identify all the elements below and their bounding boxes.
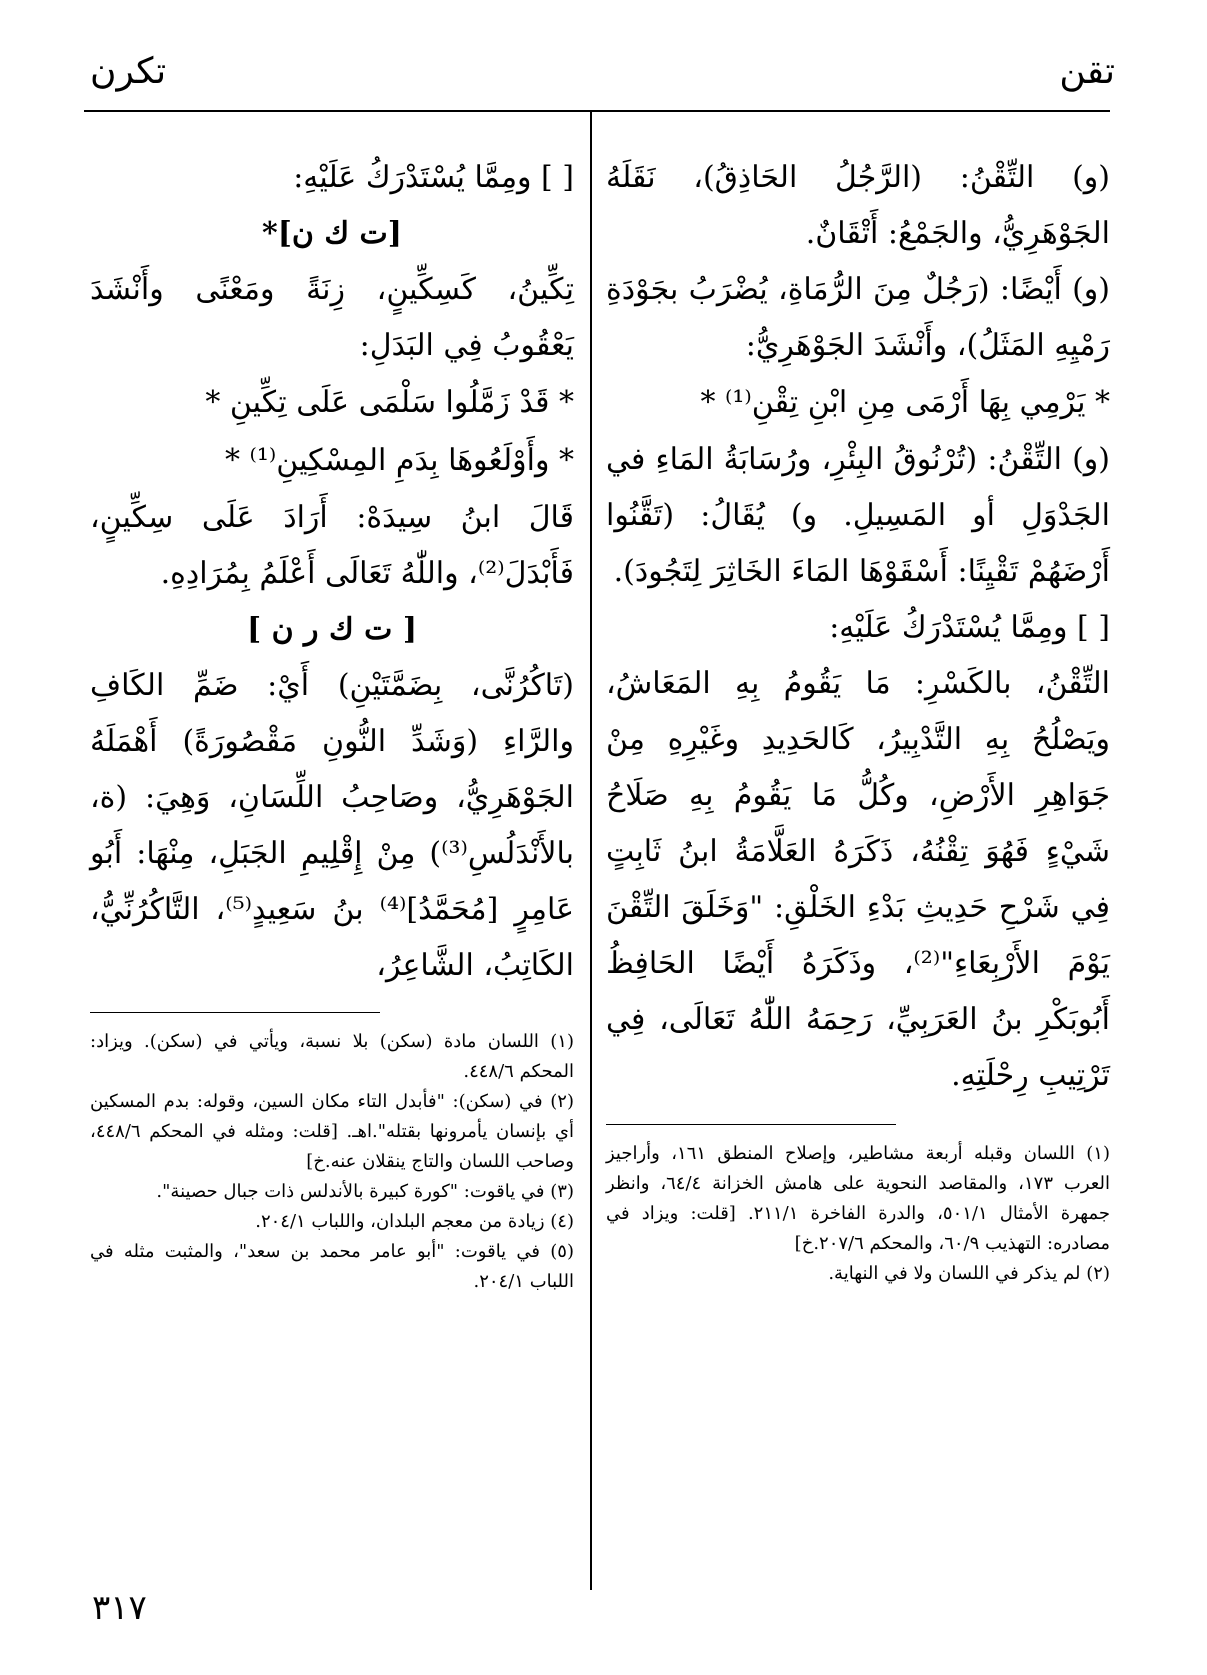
- verse-line: * يَرْمِي بِهَا أَرْمَى مِنِ ابْنِ تِقْنِ⁽¹⁾ *: [700, 385, 1110, 420]
- running-head-left: تكرن: [90, 51, 167, 92]
- left-column: [90, 150, 574, 1297]
- footnote: (٥) في ياقوت: "أبو عامر محمد بن سعد"، والمثبت مثله في اللباب ٢٠٤/١.: [90, 1241, 574, 1292]
- right-column: [606, 150, 1110, 1289]
- page-number: ٣١٧: [92, 1588, 147, 1628]
- entry-paragraph: تِكِّينُ، كَسِكِّينٍ، زِنَةً ومَعْنًى وأَنْشَدَ يَعْقُوبُ فِي البَدَلِ:: [90, 272, 574, 363]
- footnote: (٤) زيادة من معجم البلدان، واللباب ٢٠٤/١.: [255, 1211, 574, 1232]
- verse-line: * قَدْ زَمَّلُوا سَلْمَى عَلَى تِكِّينِ *: [205, 385, 574, 420]
- entry-paragraph: (و) التِّقْنُ: (تُرْنُوقُ البِئْرِ، ورُسَابَةُ المَاءِ في الجَدْوَلِ أو المَسِيلِ. و) يُقَالُ: (تَقَّنُوا أَرْضَهُمْ تَقْيِنًا: أَسْقَوْهَا المَاءَ الخَاثِرَ لِتَجُودَ).: [606, 442, 1110, 589]
- verse-line: * وأَوْلَعُوهَا بِدَمِ المِسْكِينِ⁽¹⁾ *: [224, 443, 574, 478]
- column-divider: [590, 110, 592, 1590]
- footnote: (١) اللسان مادة (سكن) بلا نسبة، ويأتي في (سكن). ويزاد: المحكم ٤٤٨/٦.: [90, 1031, 574, 1082]
- footnote: (١) اللسان وقبله أربعة مشاطير، وإصلاح المنطق ١٦١، وأراجيز العرب ١٧٣، والمقاصد النحوية على هامش الخزانة ٦٤/٤، وانظر جمهرة الأمثال ٥٠١/١، والدرة الفاخرة ٢١١/١. [قلت: ويزاد في مصادره: التهذيب ٦٠/٩، والمحكم ٢٠٧/٦.خ]: [606, 1143, 1110, 1254]
- entry-paragraph: (تَاكُرُنَّى، بِضَمَّتَيْنِ) أَيْ: ضَمِّ الكَافِ والرَّاءِ (وَشَدِّ النُّونِ مَقْصُورَةً) أَهْمَلَهُ الجَوْهَرِيُّ، وصَاحِبُ اللِّسَانِ، وَهِيَ: (ة، بالأَنْدَلُسِ⁽³⁾) مِنْ إِقْلِيمِ الجَبَلِ، مِنْهَا: أَبُو عَامِرٍ [مُحَمَّدُ]⁽⁴⁾ بنُ سَعِيدٍ⁽⁵⁾، التَّاكُرُنِّيُّ، الكَاتِبُ، الشَّاعِرُ،: [90, 668, 574, 983]
- root-headword: [ ت ك ر ن ]: [246, 612, 418, 647]
- mustadrak-line: [ ] ومِمَّا يُسْتَدْرَكُ عَلَيْهِ:: [293, 160, 574, 195]
- root-headword: [ت ك ن]*: [262, 216, 402, 251]
- footnote: (٢) لم يذكر في اللسان ولا في النهاية.: [828, 1263, 1110, 1284]
- header-rule: [84, 110, 1110, 112]
- entry-paragraph: (و) أَيْضًا: (رَجُلٌ مِنَ الرُّمَاةِ، يُضْرَبُ بجَوْدَةِ رَمْيِهِ المَثَلُ)، وأَنْشَدَ الجَوْهَرِيُّ:: [606, 272, 1110, 363]
- mustadrak-line: [ ] ومِمَّا يُسْتَدْرَكُ عَلَيْهِ:: [829, 610, 1110, 645]
- footnote: (٢) في (سكن): "فأبدل التاء مكان السين، وقوله: بدم المسكين أي بإنسان يأمرونها بقتله".اهـ. [قلت: ومثله في المحكم ٤٤٨/٦، وصاحب اللسان والتاج ينقلان عنه.خ]: [90, 1091, 574, 1172]
- footnote-rule: [606, 1124, 896, 1125]
- footnote-rule: [90, 1012, 380, 1013]
- entry-paragraph: (و) التِّقْنُ: (الرَّجُلُ الحَاذِقُ)، نَقَلَهُ الجَوْهَرِيُّ، والجَمْعُ: أَتْقَانٌ.: [606, 160, 1110, 251]
- running-head-right: تقن: [1059, 51, 1115, 92]
- entry-paragraph: قَالَ ابنُ سِيدَهْ: أَرَادَ عَلَى سِكِّينٍ، فَأَبْدَلَ⁽²⁾، واللّٰهُ تَعَالَى أَعْلَمُ بِمُرَادِهِ.: [90, 500, 574, 591]
- entry-paragraph: التِّقْنُ، بالكَسْرِ: مَا يَقُومُ بِهِ المَعَاشُ، ويَصْلُحُ بِهِ التَّدْبِيرُ، كَالحَدِيدِ وغَيْرِهِ مِنْ جَوَاهِرِ الأَرْضِ، وكُلُّ مَا يَقُومُ بِهِ صَلَاحُ شَيْءٍ فَهُوَ تِقْنُهُ، ذَكَرَهُ العَلَّامَةُ ابنُ ثَابِتٍ فِي شَرْحِ حَدِيثِ بَدْءِ الخَلْقِ: "وَخَلَقَ التِّقْنَ يَوْمَ الأَرْبِعَاءِ"⁽²⁾، وذَكَرَهُ أَيْضًا الحَافِظُ أَبُوبَكْرِ بنُ العَرَبِيِّ، رَحِمَهُ اللّٰهُ تَعَالَى، فِي تَرْتِيبِ رِحْلَتِهِ.: [606, 666, 1110, 1093]
- footnote: (٣) في ياقوت: "كورة كبيرة بالأندلس ذات جبال حصينة".: [156, 1181, 574, 1202]
